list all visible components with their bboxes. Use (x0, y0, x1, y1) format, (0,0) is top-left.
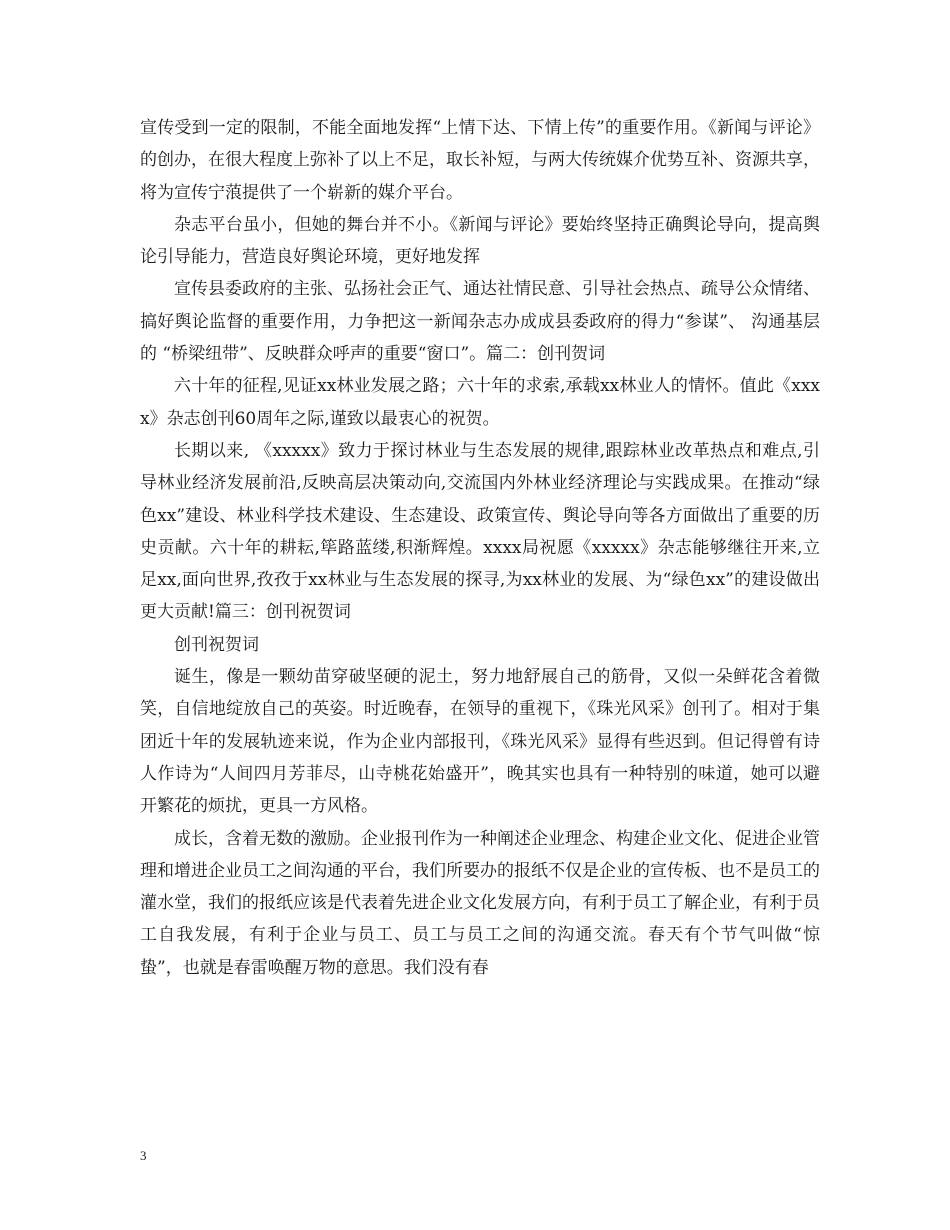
paragraph: 宣传县委政府的主张、弘扬社会正气、通达社情民意、引导社会热点、疏导公众情绪、搞好舆论监督的重要作用，力争把这一新闻杂志办成成县委政府的得力“参谋”、 沟通基层的 “桥梁纽带”、反映群众呼声的重要“窗口”。篇二：创刊贺词 (140, 279, 820, 365)
section-heading: 创刊祝贺词 (174, 634, 259, 655)
paragraph: 诞生，像是一颗幼苗穿破坚硬的泥土，努力地舒展自己的筋骨，又似一朵鲜花含着微笑，自信地绽放自己的英姿。时近晚春，在领导的重视下，《珠光风采》创刊了。相对于集团近十年的发展轨迹来说，作为企业内部报刊，《珠光风采》显得有些迟到。但记得曾有诗人作诗为“人间四月芳菲尽，山寺桃花始盛开”，晚其实也具有一种特别的味道，她可以避开繁花的烦扰，更具一方风格。 (140, 667, 820, 817)
page-number: 3 (140, 1148, 147, 1163)
paragraph: 成长，含着无数的激励。企业报刊作为一种阐述企业理念、构建企业文化、促进企业管理和增进企业员工之间沟通的平台，我们所要办的报纸不仅是企业的宣传板、也不是员工的灌水堂，我们的报纸应该是代表着先进企业文化发展方向，有利于员工了解企业，有利于员工自我发展，有利于企业与员工、员工与员工之间的沟通交流。春天有个节气叫做“惊蛰”，也就是春雷唤醒万物的意思。我们没有春 (140, 828, 820, 978)
document-body (140, 112, 820, 984)
paragraph: 六十年的征程,见证xx林业发展之路；六十年的求索,承载xx林业人的情怀。值此《xxxx》杂志创刊60周年之际,谨致以最衷心的祝贺。 (140, 376, 820, 429)
paragraph: 杂志平台虽小，但她的舞台并不小。《新闻与评论》要始终坚持正确舆论导向，提高舆论引导能力，营造良好舆论环境，更好地发挥 (140, 214, 820, 268)
paragraph: 长期以来, 《xxxxx》致力于探讨林业与生态发展的规律,跟踪林业改革热点和难点,引导林业经济发展前沿,反映高层决策动向,交流国内外林业经济理论与实践成果。在推动“绿色xx”建设、林业科学技术建设、生态建设、政策宣传、舆论导向等各方面做出了重要的历史贡献。六十年的耕耘,筚路蓝缕,积渐辉煌。xxxx局祝愿《xxxxx》杂志能够继往开来,立足xx,面向世界,孜孜于xx林业与生态发展的探寻,为xx林业的发展、为“绿色xx”的建设做出更大贡献!篇三：创刊祝贺词 (140, 440, 820, 623)
paragraph-continuation: 宣传受到一定的限制，不能全面地发挥“上情下达、下情上传”的重要作用。《新闻与评论》的创办，在很大程度上弥补了以上不足，取长补短，与两大传统媒介优势互补、资源共享，将为宣传宁蒗提供了一个崭新的媒介平台。 (140, 118, 820, 203)
